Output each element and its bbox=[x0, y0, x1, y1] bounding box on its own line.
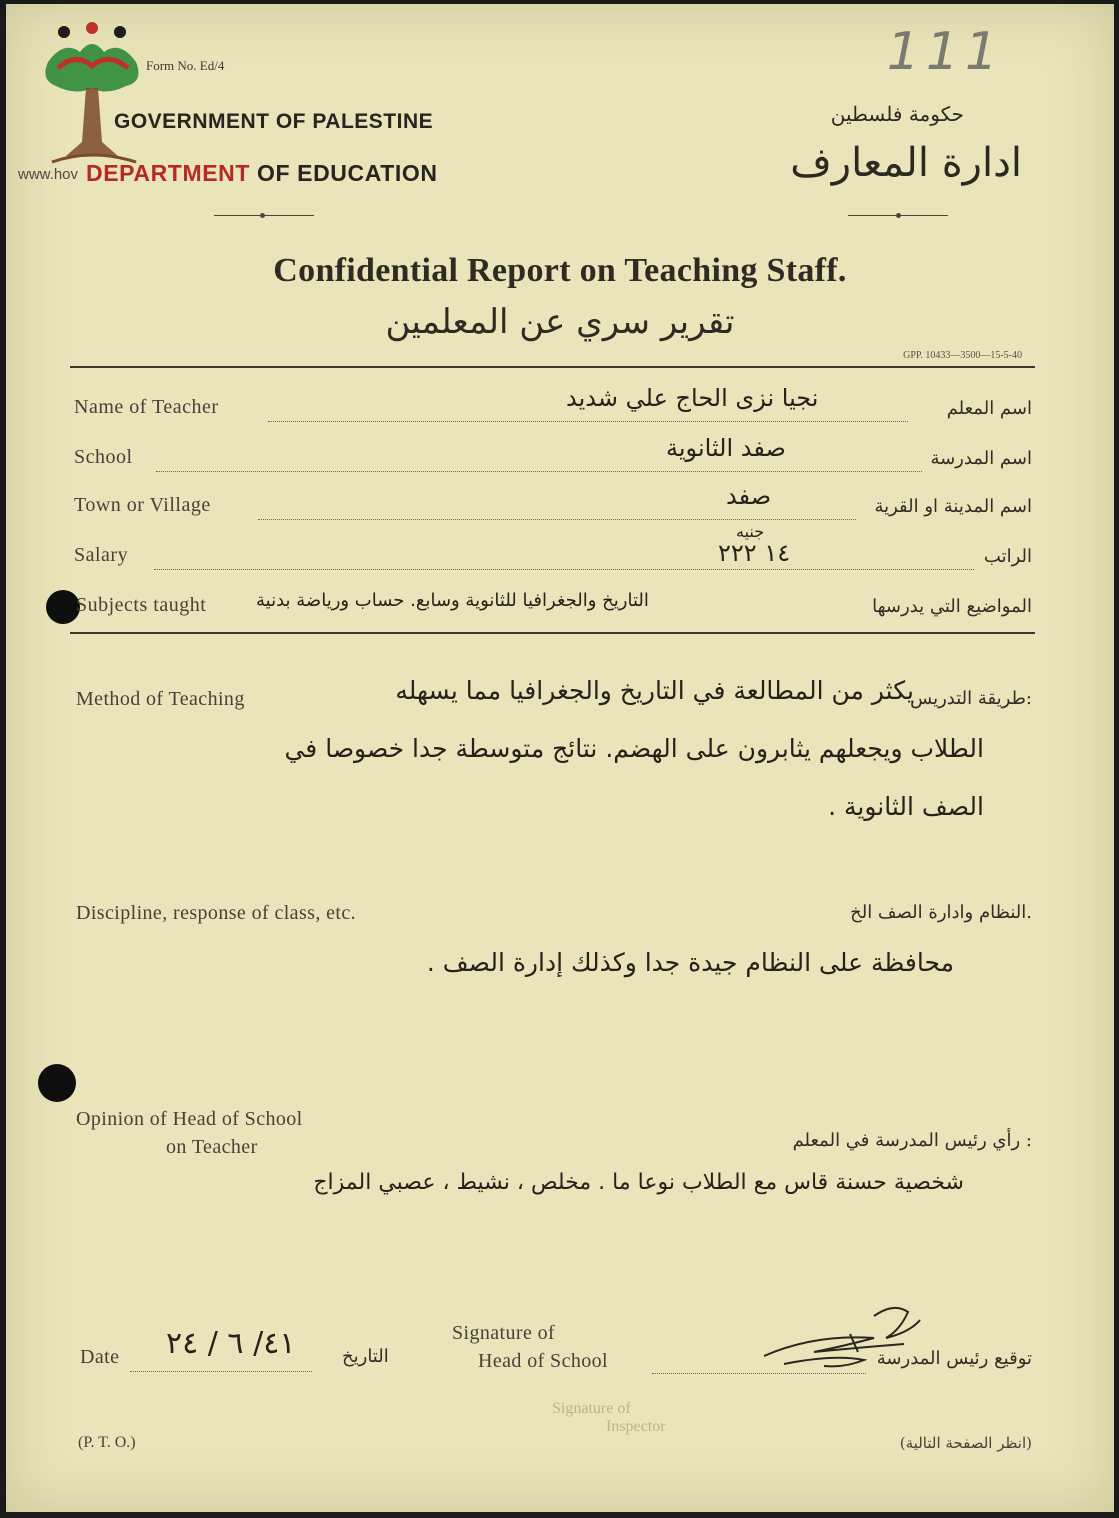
pto-label: (P. T. O.) bbox=[78, 1434, 136, 1451]
town-dotted-line bbox=[258, 518, 856, 520]
name-label-ar: اسم المعلم bbox=[946, 398, 1032, 419]
inspector-ghost-2: Inspector bbox=[606, 1418, 666, 1435]
method-label: Method of Teaching bbox=[76, 688, 245, 710]
report-form bbox=[6, 4, 1114, 1512]
town-label-ar: اسم المدينة او القرية bbox=[874, 496, 1032, 517]
salary-dotted-line bbox=[154, 568, 974, 570]
town-value: صفد bbox=[726, 482, 772, 510]
discipline-label-ar: النظام وادارة الصف الخ. bbox=[850, 902, 1032, 923]
date-label: Date bbox=[80, 1346, 120, 1368]
date-label-ar: التاريخ bbox=[342, 1346, 389, 1367]
town-label: Town or Village bbox=[74, 494, 211, 516]
opinion-text: شخصية حسنة قاس مع الطلاب نوعا ما . مخلص ، نشيط ، عصبي المزاج bbox=[313, 1170, 964, 1195]
fields-divider bbox=[70, 632, 1035, 634]
signature-scribble-icon bbox=[754, 1294, 924, 1384]
report-title-ar: تقرير سري عن المعلمين bbox=[385, 302, 735, 342]
subjects-label: Subjects taught bbox=[76, 594, 207, 616]
header-rule-dot-left bbox=[260, 213, 265, 218]
subjects-value: التاريخ والجغرافيا للثانوية وسابع. حساب ورياضة بدنية bbox=[256, 590, 649, 611]
department-word: DEPARTMENT bbox=[86, 160, 251, 186]
method-label-ar: طريقة التدريس: bbox=[910, 688, 1032, 709]
signature-label-line-1: Signature of bbox=[452, 1322, 556, 1344]
department-heading bbox=[86, 160, 438, 187]
subjects-label-ar: المواضيع التي يدرسها bbox=[872, 596, 1032, 617]
form-number: Form No. Ed/4 bbox=[146, 58, 225, 73]
discipline-text: محافظة على النظام جيدة جدا وكذلك إدارة الصف . bbox=[426, 948, 954, 977]
date-dotted-line bbox=[130, 1370, 312, 1372]
discipline-label: Discipline, response of class, etc. bbox=[76, 902, 357, 924]
salary-unit-note: جنيه bbox=[736, 522, 765, 541]
top-divider bbox=[70, 366, 1035, 368]
report-title: Confidential Report on Teaching Staff. bbox=[273, 252, 847, 289]
print-code: GPP. 10433—3500—15-5-40 bbox=[903, 350, 1022, 361]
opinion-label-ar: رأي رئيس المدرسة في المعلم : bbox=[792, 1130, 1032, 1151]
school-dotted-line bbox=[156, 470, 922, 472]
teacher-name-value: نجيا نزى الحاج علي شديد bbox=[566, 384, 819, 412]
signature-label-line-2: Head of School bbox=[478, 1350, 609, 1372]
department-rest: OF EDUCATION bbox=[250, 160, 438, 186]
government-heading: GOVERNMENT OF PALESTINE bbox=[114, 110, 434, 133]
method-line-1: يكثر من المطالعة في التاريخ والجغرافيا مما يسهله bbox=[395, 676, 914, 705]
signature-label-ar: توقيع رئيس المدرسة bbox=[876, 1348, 1032, 1369]
name-label: Name of Teacher bbox=[74, 396, 219, 418]
site-watermark: www.hov bbox=[18, 166, 79, 183]
opinion-label-line-1: Opinion of Head of School bbox=[76, 1108, 303, 1130]
government-heading-ar: حكومة فلسطين bbox=[830, 102, 964, 126]
department-heading-ar: ادارة المعارف bbox=[790, 140, 1022, 186]
school-label: School bbox=[74, 446, 133, 468]
date-value: ٤١/ ٦ / ٢٤ bbox=[166, 1326, 296, 1361]
salary-value: ١٤ ٢٢٢ bbox=[718, 539, 791, 567]
punch-hole-bottom bbox=[38, 1064, 76, 1102]
header-rule-dot-right bbox=[896, 213, 901, 218]
opinion-label-line-2: on Teacher bbox=[166, 1136, 258, 1158]
tree-logo-icon bbox=[36, 22, 146, 172]
school-value: صفد الثانوية bbox=[666, 434, 786, 462]
method-line-2: الطلاب ويجعلهم يثابرون على الهضم. نتائج متوسطة جدا خصوصا في bbox=[284, 734, 984, 763]
method-line-3: الصف الثانوية . bbox=[828, 792, 984, 821]
salary-label: Salary bbox=[74, 544, 129, 566]
pto-label-ar: (انظر الصفحة التالية) bbox=[899, 1434, 1032, 1452]
name-dotted-line bbox=[268, 420, 908, 422]
page-number: 111 bbox=[886, 22, 1004, 82]
school-label-ar: اسم المدرسة bbox=[930, 448, 1032, 469]
punch-hole-top bbox=[46, 590, 80, 624]
salary-label-ar: الراتب bbox=[983, 546, 1032, 567]
inspector-ghost-1: Signature of bbox=[552, 1400, 631, 1417]
